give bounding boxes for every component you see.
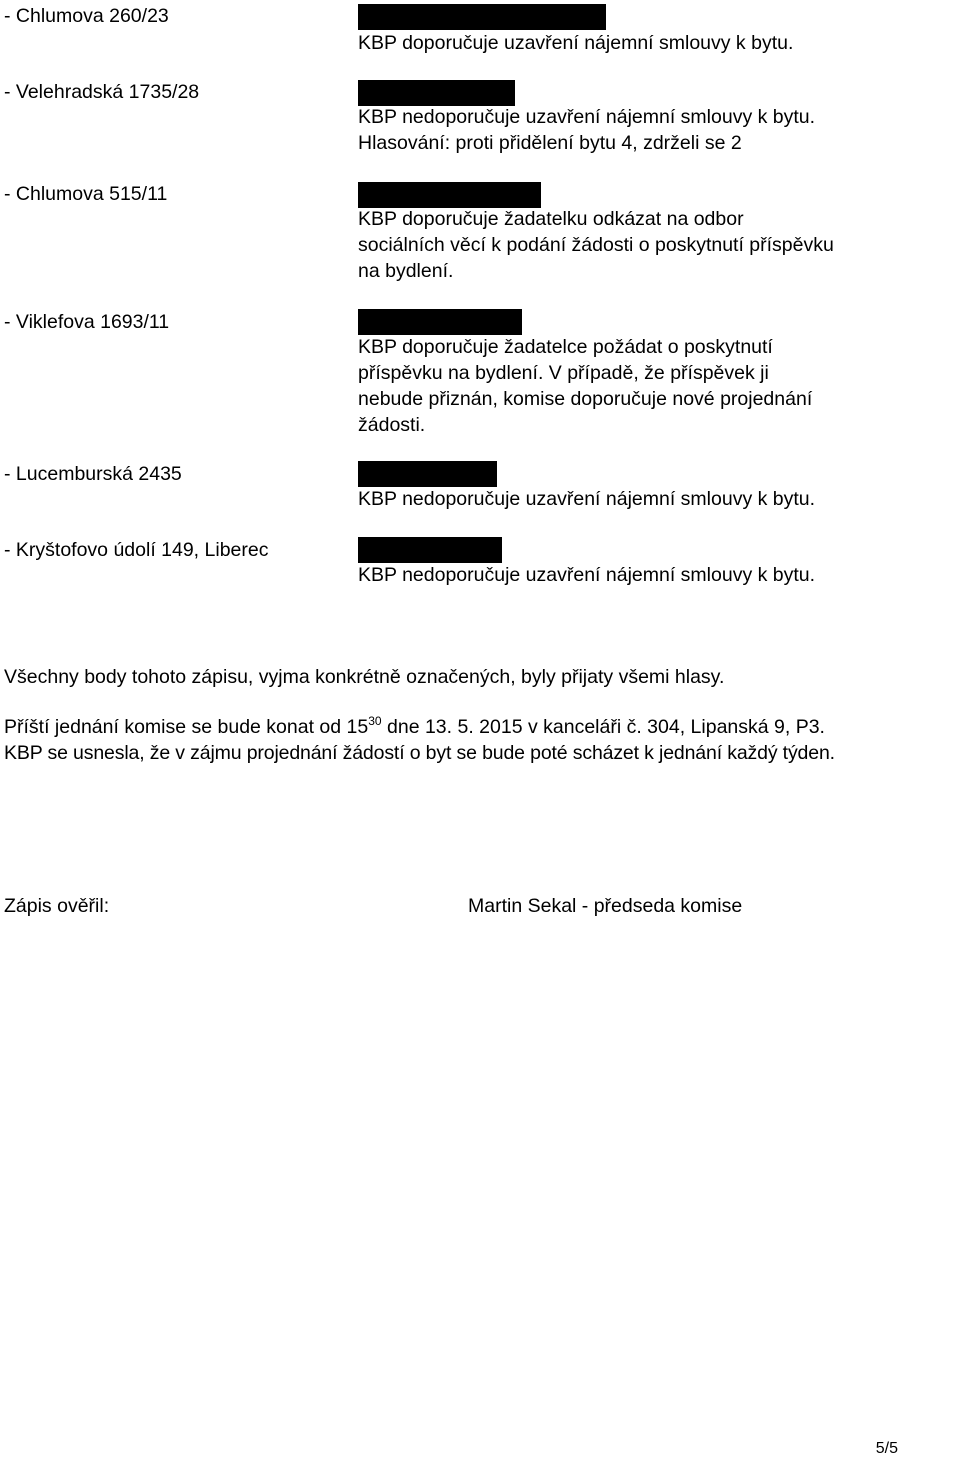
page-number: 5/5 [875,1440,898,1457]
decision-line: KBP doporučuje uzavření nájemní smlouvy k bytu. [358,32,794,54]
address-viklefova: - Viklefova 1693/11 [4,311,170,333]
decision-line: KBP nedoporučuje uzavření nájemní smlouvy k bytu. [358,564,816,586]
address-chlumova-260: - Chlumova 260/23 [4,5,169,27]
address-chlumova-515: - Chlumova 515/11 [4,183,168,205]
next-meeting-minutes: 30 [368,714,382,728]
next-meeting-text: Příští jednání komise se bude konat od 15 [4,716,369,738]
address-krystofovo-udoli: - Kryštofovo údolí 149, Liberec [4,539,269,561]
decision-line: KBP doporučuje žadatelce požádat o poskytnutí [358,336,773,358]
decision-line: KBP nedoporučuje uzavření nájemní smlouvy k bytu. [358,106,816,128]
redacted-name [358,537,502,563]
next-meeting-paragraph [4,714,825,740]
signature-label: Zápis ověřil: [4,895,110,917]
decision-line: KBP nedoporučuje uzavření nájemní smlouvy k bytu. [358,488,816,510]
address-velehradska: - Velehradská 1735/28 [4,81,200,103]
weekly-meeting-note: KBP se usnesla, že v zájmu projednání žádostí o byt se bude poté scházet k jednání každý týden. [4,742,835,764]
decision-line: na bydlení. [358,260,454,282]
next-meeting-details: dne 13. 5. 2015 v kanceláři č. 304, Lipanská 9, P3. [381,716,825,738]
redacted-name [358,461,497,487]
address-lucemburska: - Lucemburská 2435 [4,463,182,485]
decision-line: sociálních věcí k podání žádosti o poskytnutí příspěvku [358,234,834,256]
decision-line: příspěvku na bydlení. V případě, že příspěvek ji [358,362,769,384]
decision-line: žádosti. [358,414,426,436]
redacted-name [358,80,515,106]
decision-line: KBP doporučuje žadatelku odkázat na odbor [358,208,744,230]
redacted-name [358,4,606,30]
decision-line: nebude přiznán, komise doporučuje nové projednání [358,388,813,410]
voting-line: Hlasování: proti přidělení bytu 4, zdrželi se 2 [358,132,742,154]
redacted-name [358,182,541,208]
summary-paragraph: Všechny body tohoto zápisu, vyjma konkrétně označených, byly přijaty všemi hlasy. [4,666,725,688]
signature-name: Martin Sekal - předseda komise [468,895,743,917]
redacted-name [358,309,522,335]
